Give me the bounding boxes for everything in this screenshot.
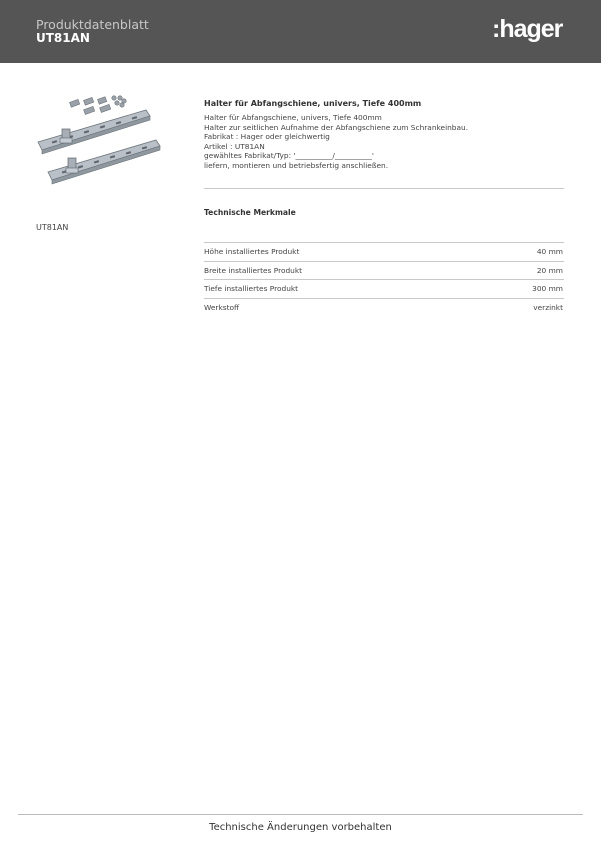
spec-name: Breite installiertes Produkt — [204, 265, 303, 275]
description-line: Halter zur seitlichen Aufnahme der Abfangschiene zum Schrankeinbau. — [204, 122, 469, 132]
spec-value: 40 mm — [536, 247, 563, 257]
footer-divider — [18, 814, 583, 815]
spec-name: Werkstoff — [204, 302, 240, 312]
table-row — [204, 298, 564, 317]
spec-value: 300 mm — [532, 284, 563, 294]
spec-value: verzinkt — [533, 302, 563, 312]
divider — [204, 188, 564, 189]
document-type: Produktdatenblatt — [36, 17, 149, 32]
specs-title: Technische Merkmale — [204, 208, 296, 217]
description-line: Halter für Abfangschiene, univers, Tiefe 400mm — [204, 113, 382, 122]
description-line: gewähltes Fabrikat/Typ: '__________/__________' — [204, 151, 374, 161]
table-row — [204, 261, 564, 280]
logo-wordmark: :hager — [492, 15, 563, 43]
header-bar — [0, 0, 601, 63]
product-title: Halter für Abfangschiene, univers, Tiefe 400mm — [204, 99, 422, 108]
document-code: UT81AN — [36, 31, 90, 45]
product-image — [34, 92, 162, 188]
footer-note: Technische Änderungen vorbehalten — [209, 822, 392, 833]
spec-name: Höhe installiertes Produkt — [204, 247, 300, 257]
description-line: liefern, montieren und betriebsfertig anschließen. — [204, 160, 389, 170]
spec-value: 20 mm — [536, 265, 563, 275]
product-description — [204, 113, 468, 171]
table-row — [204, 279, 564, 298]
spec-name: Tiefe installiertes Produkt — [204, 284, 299, 294]
specs-table — [204, 242, 564, 316]
description-line: Artikel : UT81AN — [204, 141, 265, 151]
table-row — [204, 242, 564, 261]
image-caption: UT81AN — [36, 223, 69, 232]
description-line: Fabrikat : Hager oder gleichwertig — [204, 132, 330, 142]
hager-logo — [492, 14, 570, 44]
